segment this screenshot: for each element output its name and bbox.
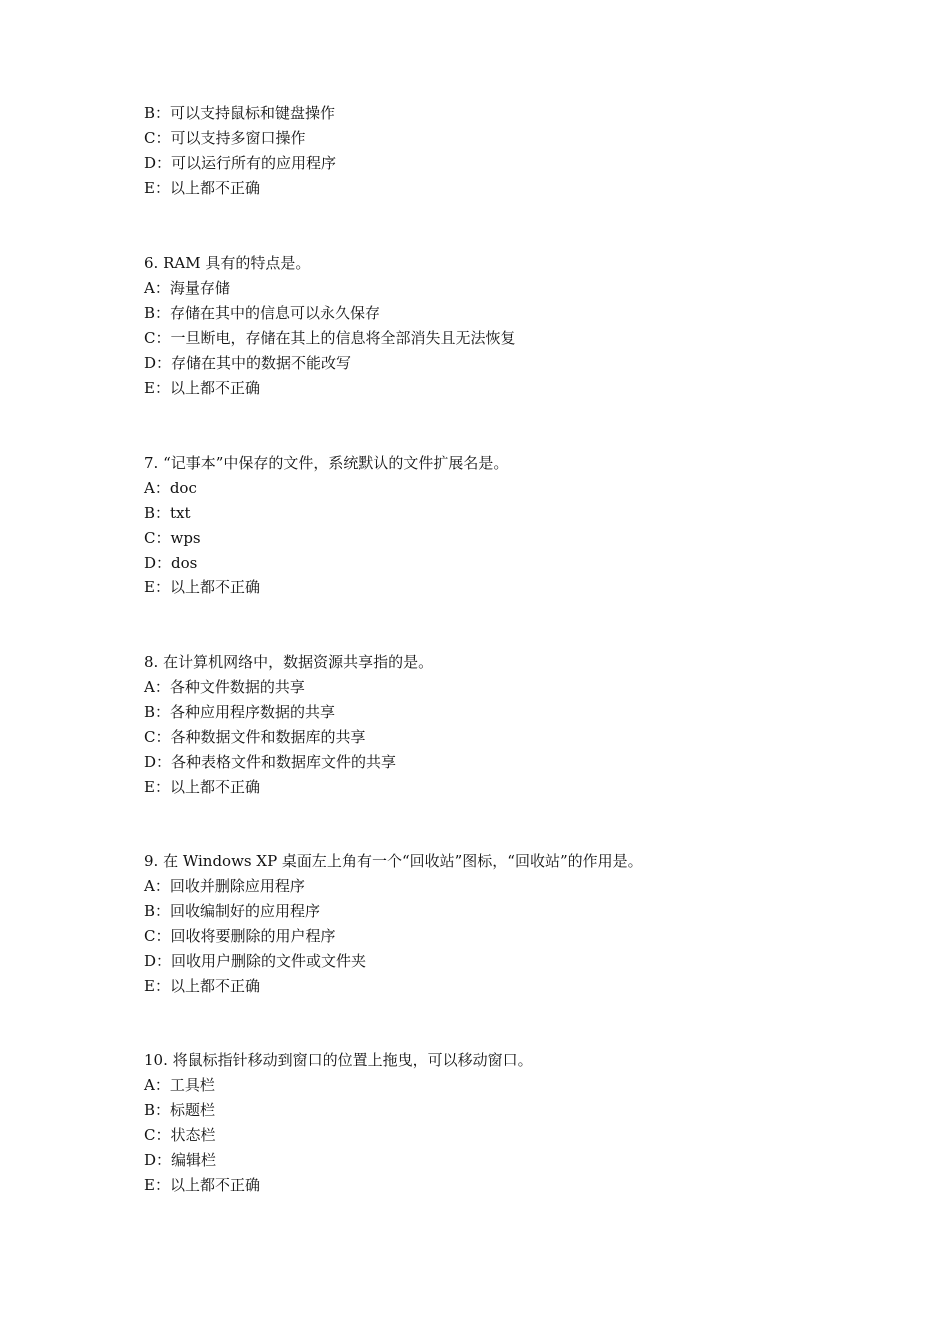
question-7-option-d: D：dos — [144, 554, 198, 572]
question-6-option-a: A：海量存储 — [144, 279, 230, 297]
option-e: E：以上都不正确 — [144, 179, 260, 197]
question-6-option-d: D：存储在其中的数据不能改写 — [144, 354, 352, 372]
question-10-option-a: A：工具栏 — [144, 1076, 215, 1094]
question-9-option-a: A：回收并删除应用程序 — [144, 877, 305, 895]
question-9-option-d: D：回收用户删除的文件或文件夹 — [144, 952, 367, 970]
question-10-option-b: B：标题栏 — [144, 1101, 216, 1119]
question-7-option-a: A：doc — [144, 479, 197, 497]
question-9-option-e: E：以上都不正确 — [144, 977, 260, 995]
question-7-stem: 7. “记事本”中保存的文件，系统默认的文件扩展名是。 — [144, 454, 509, 472]
question-6-option-c: C：一旦断电，存储在其上的信息将全部消失且无法恢复 — [144, 329, 516, 347]
question-9-stem: 9. 在 Windows XP 桌面左上角有一个“回收站”图标，“回收站”的作用是。 — [144, 852, 643, 870]
question-6-option-b: B：存储在其中的信息可以永久保存 — [144, 304, 381, 322]
question-6-option-e: E：以上都不正确 — [144, 379, 260, 397]
question-10-option-d: D：编辑栏 — [144, 1151, 217, 1169]
question-8-option-a: A：各种文件数据的共享 — [144, 678, 305, 696]
question-7-option-e: E：以上都不正确 — [144, 578, 260, 596]
question-6-stem: 6. RAM 具有的特点是。 — [144, 254, 311, 272]
option-d: D：可以运行所有的应用程序 — [144, 154, 337, 172]
question-8-stem: 8. 在计算机网络中，数据资源共享指的是。 — [144, 653, 434, 671]
question-8-option-c: C：各种数据文件和数据库的共享 — [144, 728, 366, 746]
option-c: C：可以支持多窗口操作 — [144, 129, 306, 147]
question-8-option-b: B：各种应用程序数据的共享 — [144, 703, 336, 721]
question-8-option-d: D：各种表格文件和数据库文件的共享 — [144, 753, 397, 771]
question-7-option-b: B：txt — [144, 504, 191, 522]
question-10-option-c: C：状态栏 — [144, 1126, 216, 1144]
option-b: B：可以支持鼠标和键盘操作 — [144, 104, 336, 122]
question-9-option-c: C：回收将要删除的用户程序 — [144, 927, 336, 945]
question-9-option-b: B：回收编制好的应用程序 — [144, 902, 321, 920]
question-7-option-c: C：wps — [144, 529, 201, 547]
question-8-option-e: E：以上都不正确 — [144, 778, 260, 796]
question-10-option-e: E：以上都不正确 — [144, 1176, 260, 1194]
question-10-stem: 10. 将鼠标指针移动到窗口的位置上拖曳，可以移动窗口。 — [144, 1051, 533, 1069]
